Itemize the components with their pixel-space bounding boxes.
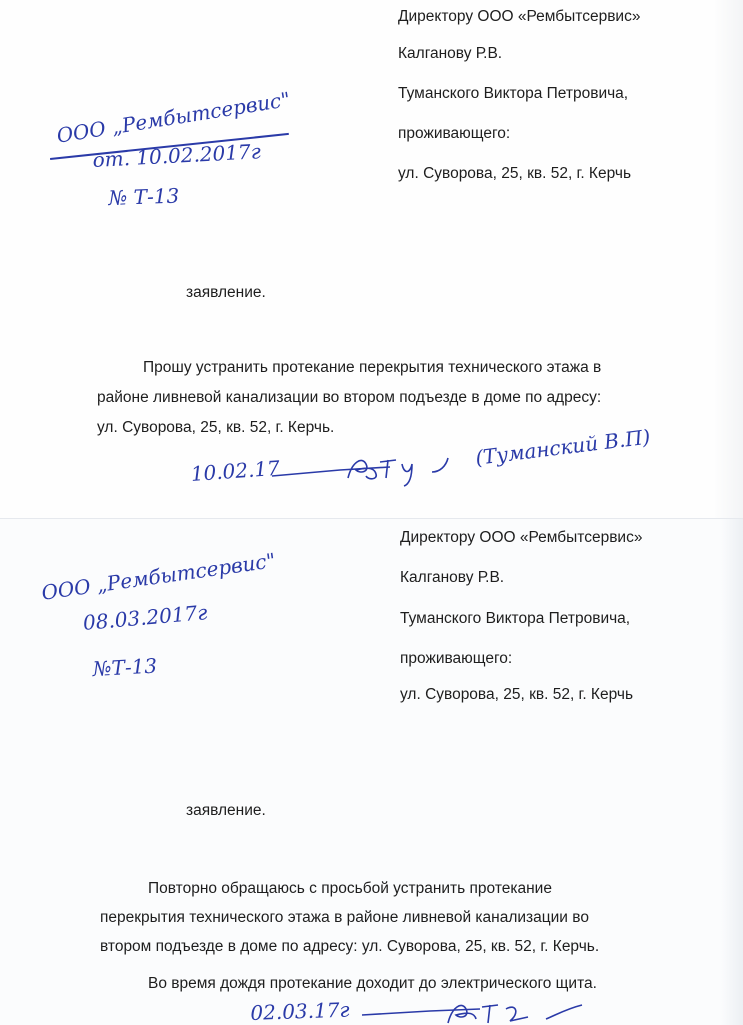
- application-sheet-second: [0, 518, 743, 1025]
- handwritten-signature-icon: [360, 995, 590, 1025]
- header-residing-label: проживающего:: [398, 125, 511, 142]
- registration-number-handwritten: № Т-13: [108, 183, 180, 210]
- handwritten-signature-icon: [270, 448, 460, 488]
- body-line: районе ливневой канализации во втором подъезде в доме по адресу:: [97, 389, 602, 406]
- body-line: Повторно обращаюсь с просьбой устранить протекание: [148, 880, 552, 897]
- document-title: заявление.: [186, 802, 266, 819]
- registration-date-handwritten: 08.03.2017г: [82, 600, 209, 635]
- header-director-name: Калганову Р.В.: [400, 569, 505, 586]
- registration-number-handwritten: №Т-13: [92, 653, 158, 681]
- body-line: перекрытия технического этажа в районе ливневой канализации во: [100, 909, 589, 926]
- header-addressee: Директору ООО «Рембытсервис»: [398, 8, 641, 25]
- body-line: ул. Суворова, 25, кв. 52, г. Керчь.: [97, 419, 335, 436]
- registration-org-handwritten: ООО „Рембытсервис": [40, 548, 278, 605]
- body-line: втором подъезде в доме по адресу: ул. Суворова, 25, кв. 52, г. Керчь.: [100, 938, 600, 955]
- registration-date-handwritten: от. 10.02.2017г: [92, 139, 262, 172]
- signature-name-handwritten: (Туманский В.П): [474, 424, 652, 470]
- registration-org-handwritten: ООО „Рембытсервис": [55, 87, 292, 148]
- header-address: ул. Суворова, 25, кв. 52, г. Керчь: [400, 686, 634, 703]
- body-line: Прошу устранить протекание перекрытия технического этажа в: [143, 359, 602, 376]
- header-applicant-name: Туманского Виктора Петровича,: [398, 85, 629, 102]
- signature-date-handwritten: 10.02.17: [190, 455, 281, 486]
- body-line: Во время дождя протекание доходит до электрического щита.: [148, 975, 597, 992]
- header-director-name: Калганову Р.В.: [398, 45, 503, 62]
- header-addressee: Директору ООО «Рембытсервис»: [400, 529, 643, 546]
- signature-date-handwritten: 02.03.17г: [250, 997, 350, 1025]
- header-address: ул. Суворова, 25, кв. 52, г. Керчь: [398, 165, 632, 182]
- header-applicant-name: Туманского Виктора Петровича,: [400, 610, 631, 627]
- header-residing-label: проживающего:: [400, 650, 513, 667]
- document-title: заявление.: [186, 284, 266, 301]
